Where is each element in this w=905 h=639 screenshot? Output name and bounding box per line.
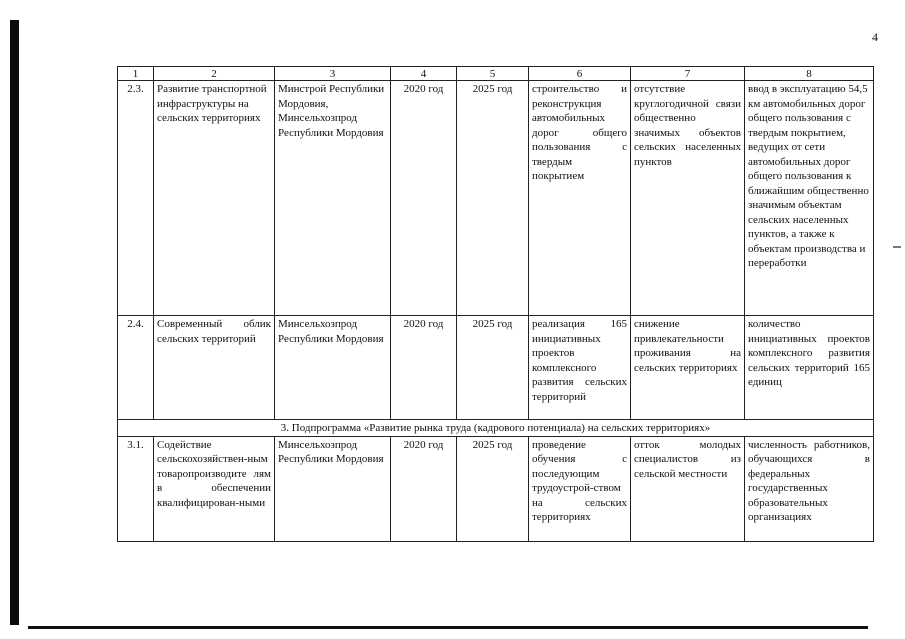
executor: Минстрой Республики Мордовия, Минсельхозпрод Республики Мордовия <box>275 81 391 316</box>
consequence: отсутствие круглогодичной связи общественно значимых объектов сельских населенных пунктов <box>631 81 745 316</box>
row-number: 2.4. <box>118 316 154 420</box>
table-row <box>118 316 874 420</box>
scan-bottom-line <box>28 626 868 629</box>
start-year: 2020 год <box>391 316 457 420</box>
indicator: количество инициативных проектов комплексного развития сельских территорий 165 единиц <box>745 316 874 420</box>
executor: Минсельхозпрод Республики Мордовия <box>275 436 391 541</box>
measure-content: строительство и реконструкция автомобильных дорог общего пользования с твердым покрытием <box>529 81 631 316</box>
end-year: 2025 год <box>457 316 529 420</box>
page-number: 4 <box>872 30 878 44</box>
end-year: 2025 год <box>457 436 529 541</box>
measure-name: Современный облик сельских территорий <box>154 316 275 420</box>
measure-content: проведение обучения с последующим трудоустрой-ством на сельских территориях <box>529 436 631 541</box>
header-cell: 7 <box>631 67 745 81</box>
executor: Минсельхозпрод Республики Мордовия <box>275 316 391 420</box>
row-number: 3.1. <box>118 436 154 541</box>
indicator: ввод в эксплуатацию 54,5 км автомобильных дорог общего пользования с твердым покрытием, ведущих от сети автомобильных дорог общего пользования к ближайшим общественно значимым объектам сельских населенных пунктов, а также к объектам производства и переработки <box>745 81 874 316</box>
consequence: снижение привлекательности проживания на сельских территориях <box>631 316 745 420</box>
end-year: 2025 год <box>457 81 529 316</box>
header-cell: 4 <box>391 67 457 81</box>
start-year: 2020 год <box>391 81 457 316</box>
measure-content: реализация 165 инициативных проектов комплексного развития сельских территорий <box>529 316 631 420</box>
subprogram-row <box>118 420 874 437</box>
header-cell: 2 <box>154 67 275 81</box>
scan-speck <box>893 246 901 248</box>
scan-edge-shadow <box>10 20 19 625</box>
program-table <box>117 66 874 542</box>
start-year: 2020 год <box>391 436 457 541</box>
header-cell: 6 <box>529 67 631 81</box>
measure-name: Содействие сельскохозяйствен-ным товаропроизводите лям в обеспечении квалифицирован-ными <box>154 436 275 541</box>
column-number-row <box>118 67 874 81</box>
header-cell: 3 <box>275 67 391 81</box>
header-cell: 5 <box>457 67 529 81</box>
consequence: отток молодых специалистов из сельской местности <box>631 436 745 541</box>
header-cell: 1 <box>118 67 154 81</box>
measure-name: Развитие транспортной инфраструктуры на сельских территориях <box>154 81 275 316</box>
table-row <box>118 436 874 541</box>
subprogram-title: 3. Подпрограмма «Развитие рынка труда (кадрового потенциала) на сельских территориях» <box>118 420 874 437</box>
header-cell: 8 <box>745 67 874 81</box>
row-number: 2.3. <box>118 81 154 316</box>
indicator: численность работников, обучающихся в федеральных государственных образовательных организациях <box>745 436 874 541</box>
table-row <box>118 81 874 316</box>
